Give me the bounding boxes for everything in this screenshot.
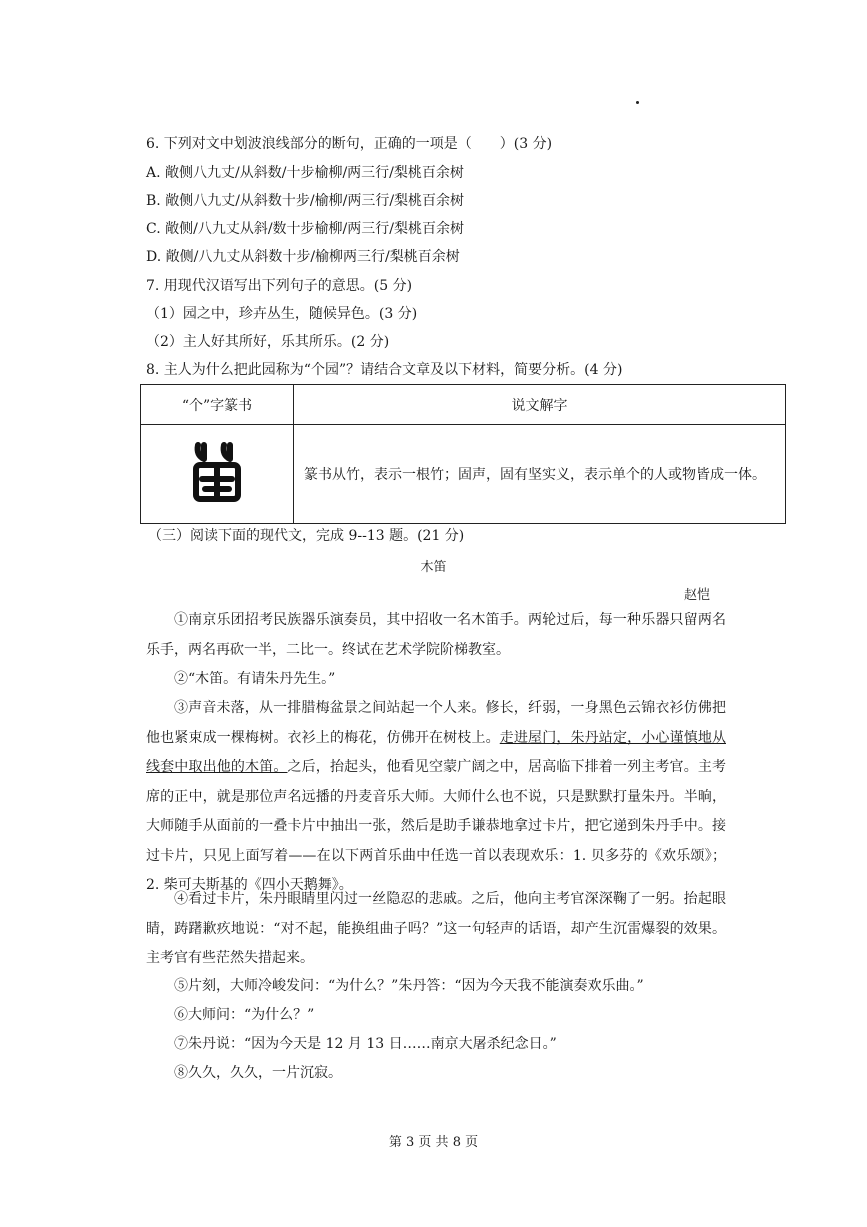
paragraph-1: ①南京乐团招考民族器乐演奏员，其中招收一名木笛手。两轮过后，每一种乐器只留两名乐手，两名再砍一半，二比一。终试在艺术学院阶梯教室。 [146,612,726,658]
paragraph-3-part-a: ③声音未落，从一排腊梅盆景之间站起一个人来。修长，纤弱，一身黑色云锦衣衫仿佛把他也紧束成一棵梅树。衣衫上的梅花，仿佛开在树枝上。 [146,700,726,746]
seal-script-table [140,384,786,524]
table-header-seal: “个”字篆书 [141,385,294,425]
section3-intro: （三）阅读下面的现代文，完成 9--13 题。(21 分) [148,528,465,544]
q6-option-c: C. 敞侧/八九丈从斜/数十步榆柳/两三行/梨桃百余树 [146,221,464,237]
speck-mark [636,101,639,104]
paragraph-3 [146,694,726,901]
q7-item-1: （1）园之中，珍卉丛生，随候异色。(3 分) [146,306,418,322]
q6-option-b: B. 敞侧八九丈/从斜数十步/榆柳/两三行/梨桃百余树 [146,193,465,209]
underlined-sentence: 走进屋门，朱丹站定，小心谨慎地从线套中取出他的木笛。 [146,729,726,775]
paragraph-6: ⑥大师问：“为什么？” [174,1007,315,1023]
article-title: 木笛 [420,560,447,575]
paragraph-2: ②“木笛。有请朱丹先生。” [174,671,336,687]
q6-option-d: D. 敞侧/八九丈从斜数十步/榆柳两三行/梨桃百余树 [146,249,460,265]
paragraph-3-part-b: 之后，抬起头，他看见空蒙广阔之中，居高临下排着一列主考官。主考席的正中，就是那位声名远播的丹麦音乐大师。大师什么也不说，只是默默打量朱丹。半晌，大师随手从面前的一叠卡片中抽出一张，然后是助手谦恭地拿过卡片，把它递到朱丹手中。接过卡片，只见上面写着——在以下两首乐曲中任选一首以表现欢乐：1. 贝多芬的《欢乐颂》；2. 柴可夫斯基的《四小天鹅舞》。 [146,759,726,893]
paragraph-7: ⑦朱丹说：“因为今天是 12 月 13 日……南京大屠杀纪念日。” [174,1036,557,1052]
q8-stem: 8. 主人为什么把此园称为“个园”？请结合文章及以下材料，简要分析。(4 分) [146,362,623,378]
seal-character-ge-icon [190,441,244,503]
table-header-shuowen: 说文解字 [294,385,786,425]
seal-character-cell [141,425,294,524]
q7-item-2: （2）主人好其所好，乐其所乐。(2 分) [146,334,390,350]
q6-option-a: A. 敞侧八九丈/从斜数/十步榆柳/两三行/梨桃百余树 [146,165,464,181]
paragraph-4: ④看过卡片，朱丹眼睛里闪过一丝隐忍的悲戚。之后，他向主考官深深鞠了一躬。抬起眼睛，踌躇歉疚地说：“对不起，能换组曲子吗？”这一句轻声的话语，却产生沉雷爆裂的效果。主考官有些茫然失措起来。 [146,891,726,966]
paragraph-5: ⑤片刻，大师冷峻发问：“为什么？”朱丹答：“因为今天我不能演奏欢乐曲。” [174,978,644,994]
paragraph-8: ⑧久久，久久，一片沉寂。 [174,1065,342,1081]
page-footer: 第 3 页 共 8 页 [388,1135,479,1150]
shuowen-description: 篆书从竹，表示一根竹；固声，固有坚实义，表示单个的人或物皆成一体。 [294,425,786,524]
q7-stem: 7. 用现代汉语写出下列句子的意思。(5 分) [146,278,413,294]
article-author: 赵恺 [684,588,711,603]
q6-stem: 6. 下列对文中划波浪线部分的断句，正确的一项是（ ）(3 分) [146,136,553,152]
